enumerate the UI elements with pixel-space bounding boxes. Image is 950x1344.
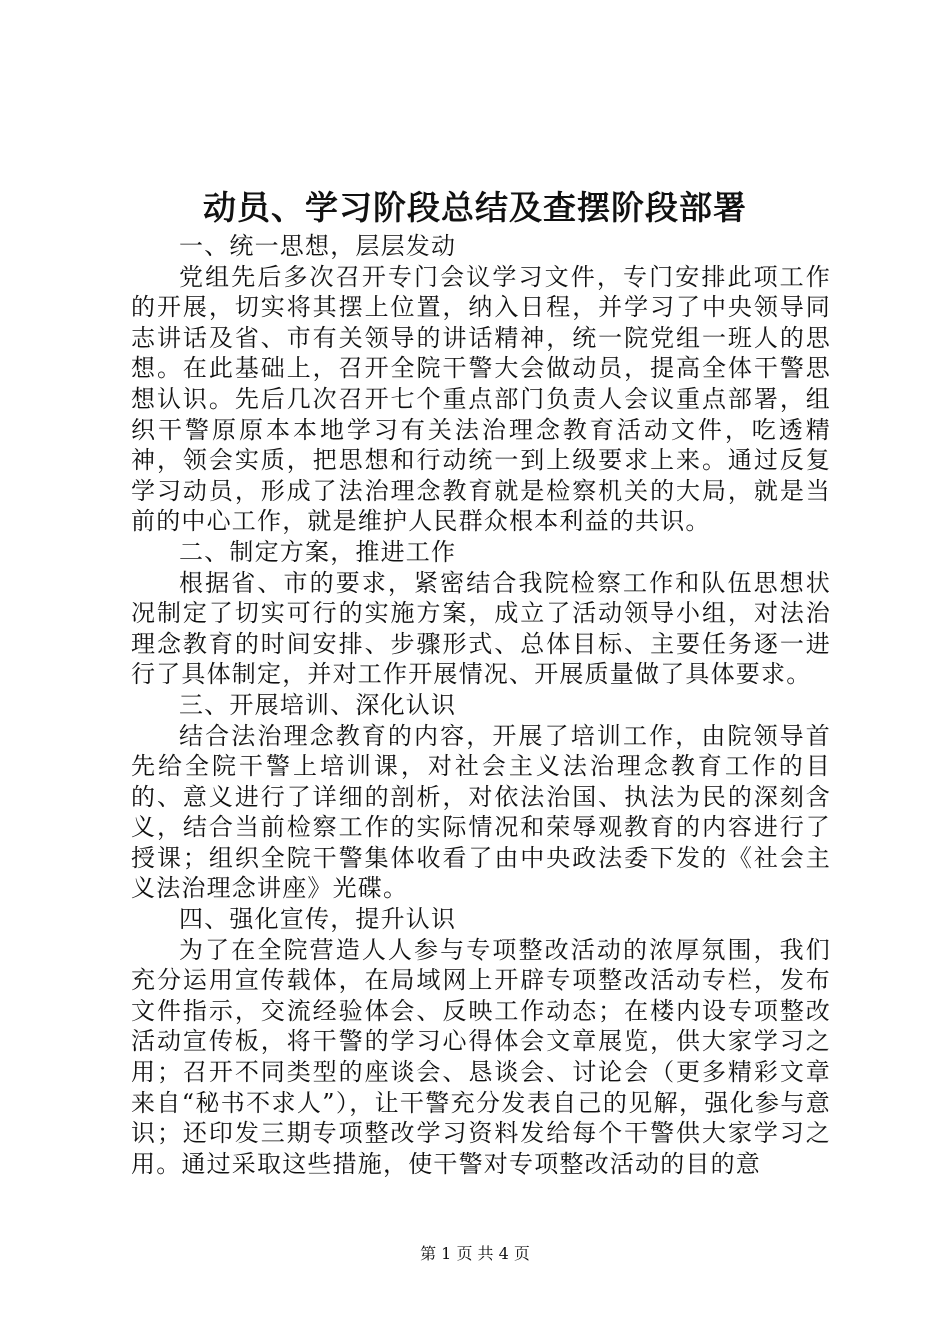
section-heading-1: 一、统一思想，层层发动 — [179, 232, 457, 260]
section-paragraph-1: 党组先后多次召开专门会议学习文件，专门安排此项工作的开展，切实将其摆上位置，纳入日程，并学习了中央领导同志讲话及省、市有关领导的讲话精神，统一院党组一班人的思想。在此基础上，召开全院干警大会做动员，提高全体干警思想认识。先后几次召开七个重点部门负责人会议重点部署，组织干警原原本本地学习有关法治理念教育活动文件，吃透精神，领会实质，把思想和行动统一到上级要求上来。通过反复学习动员，形成了法治理念教育就是检察机关的大局，就是当前的中心工作，就是维护人民群众根本利益的共识。 — [131, 262, 831, 536]
section-paragraph-3: 结合法治理念教育的内容，开展了培训工作，由院领导首先给全院干警上培训课，对社会主义法治理念教育工作的目的、意义进行了详细的剖析，对依法治国、执法为民的深刻含义，结合当前检察工作的实际情况和荣辱观教育的内容进行了授课；组织全院干警集体收看了由中央政法委下发的《社会主义法治理念讲座》光碟。 — [131, 721, 831, 903]
document-body — [131, 231, 831, 1179]
section-heading-4: 四、强化宣传，提升认识 — [179, 905, 457, 934]
section-heading-2: 二、制定方案，推进工作 — [179, 537, 457, 566]
section-paragraph-2: 根据省、市的要求，紧密结合我院检察工作和队伍思想状况制定了切实可行的实施方案，成立了活动领导小组，对法治理念教育的时间安排、步骤形式、总体目标、主要任务逐一进行了具体制定，并对工作开展情况、开展质量做了具体要求。 — [131, 568, 831, 689]
section-heading-3: 三、开展培训、深化认识 — [179, 690, 457, 719]
page-number-footer: 第 1 页 共 4 页 — [420, 1244, 530, 1263]
section-paragraph-4: 为了在全院营造人人参与专项整改活动的浓厚氛围，我们充分运用宣传载体，在局域网上开辟专项整改活动专栏，发布文件指示，交流经验体会、反映工作动态；在楼内设专项整改活动宣传板，将干警的学习心得体会文章展览，供大家学习之用；召开不同类型的座谈会、恳谈会、讨论会（更多精彩文章来自“秘书不求人”），让干警充分发表自己的见解，强化参与意识；还印发三期专项整改学习资料发给每个干警供大家学习之用。通过采取这些措施，使干警对专项整改活动的目的意 — [131, 935, 831, 1178]
document-title: 动员、学习阶段总结及查摆阶段部署 — [203, 188, 747, 227]
